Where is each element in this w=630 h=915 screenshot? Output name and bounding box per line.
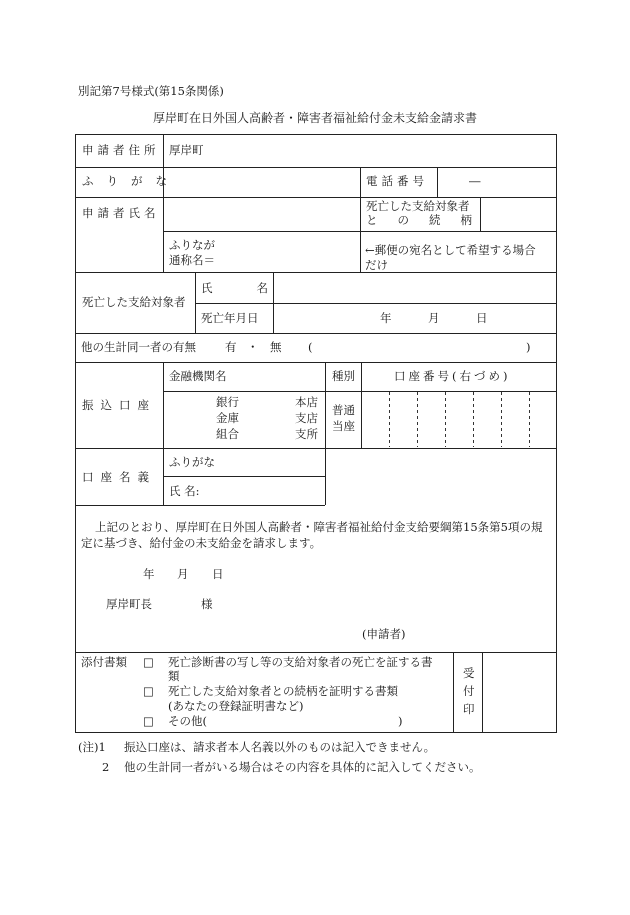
addressee: 厚岸町長 xyxy=(106,597,152,611)
date-year: 年 xyxy=(143,567,155,581)
postal-note-1: ←郵便の宛名として希望する場合 xyxy=(365,243,536,257)
household-yes: 有 xyxy=(225,340,237,354)
applicant-signature-label: (申請者) xyxy=(362,627,406,641)
honorific: 様 xyxy=(201,597,213,611)
relation-label-2: との続柄 xyxy=(366,213,492,227)
date-day: 日 xyxy=(212,567,224,581)
deceased-label: 死亡した支給対象者 xyxy=(82,295,186,309)
form-title: 厚岸町在日外国人高齢者・障害者福祉給付金未支給金請求書 xyxy=(153,111,478,125)
alias-label-1: ふりなが xyxy=(169,238,215,252)
attachment-item-1b: 類 xyxy=(168,669,180,683)
household-no: 無 xyxy=(270,340,282,354)
holder-furigana-label: ふりがな xyxy=(169,455,215,469)
household-label: 他の生計同一者の有無 xyxy=(81,340,196,354)
applicant-address-label: 申請者住所 xyxy=(82,143,160,157)
postal-note-2: だけ xyxy=(365,258,388,272)
note-2-number: 2 xyxy=(102,760,110,774)
bank-label: 振込口座 xyxy=(82,398,156,412)
account-current: 当座 xyxy=(332,419,355,433)
household-paren-open: ( xyxy=(308,340,313,354)
bank-type-coop: 組合 xyxy=(216,427,239,441)
deceased-name-label: 氏名 xyxy=(201,281,312,295)
date-month: 月 xyxy=(177,567,189,581)
household-dot: ・ xyxy=(247,340,259,354)
attachment-item-3-close: ) xyxy=(398,714,403,728)
phone-value: ― xyxy=(469,174,481,188)
attachment-item-2b: (あなたの登録証明書など) xyxy=(168,699,304,713)
furigana-label: ふりがな xyxy=(82,174,180,188)
checkbox-2[interactable]: □ xyxy=(143,684,154,698)
household-paren-close: ) xyxy=(526,340,531,354)
alias-label-2: 通称名＝ xyxy=(169,253,215,267)
bank-branch: 支店 xyxy=(295,411,318,425)
account-type-label: 種別 xyxy=(332,369,355,383)
applicant-name-label: 申請者氏名 xyxy=(82,206,160,220)
account-ordinary: 普通 xyxy=(332,403,355,417)
checkbox-1[interactable]: □ xyxy=(143,655,154,669)
phone-label: 電話番号 xyxy=(366,174,428,188)
death-day: 日 xyxy=(476,311,488,325)
stamp-label-3: 印 xyxy=(463,702,475,716)
death-date-label: 死亡年月日 xyxy=(201,311,259,325)
note-1: 振込口座は、請求者本人名義以外のものは記入できません。 xyxy=(124,740,436,754)
holder-name-label: 氏 名: xyxy=(169,484,200,498)
form-number: 別記第7号様式(第15条関係) xyxy=(78,84,224,98)
institution-label: 金融機関名 xyxy=(169,369,227,383)
relation-label-1: 死亡した支給対象者 xyxy=(366,199,470,213)
body-line-2: 定に基づき、給付金の未支給金を請求します。 xyxy=(81,536,322,550)
attachment-item-2a: 死亡した支給対象者との続柄を証明する書類 xyxy=(168,684,398,698)
note-prefix: (注)1 xyxy=(78,740,106,754)
attachment-item-1a: 死亡診断書の写し等の支給対象者の死亡を証する書 xyxy=(168,655,433,669)
death-year: 年 xyxy=(380,311,392,325)
body-line-1: 上記のとおり、厚岸町在日外国人高齢者・障害者福祉給付金支給要綱第15条第5項の規 xyxy=(95,520,543,534)
stamp-label-1: 受 xyxy=(463,666,475,680)
checkbox-3[interactable]: □ xyxy=(143,714,154,728)
note-2: 他の生計同一者がいる場合はその内容を具体的に記入してください。 xyxy=(124,760,481,774)
holder-label: 口座名義 xyxy=(82,470,156,484)
account-number-label: 口座番号(右づめ) xyxy=(394,369,511,383)
bank-branch-office: 支所 xyxy=(295,427,318,441)
stamp-label-2: 付 xyxy=(463,684,475,698)
bank-type-credit: 金庫 xyxy=(216,411,239,425)
applicant-address-value: 厚岸町 xyxy=(169,143,204,157)
bank-type-bank: 銀行 xyxy=(216,395,239,409)
death-month: 月 xyxy=(428,311,440,325)
attachments-label: 添付書類 xyxy=(81,655,127,669)
bank-head-office: 本店 xyxy=(295,395,318,409)
attachment-item-3: その他( xyxy=(168,714,207,728)
